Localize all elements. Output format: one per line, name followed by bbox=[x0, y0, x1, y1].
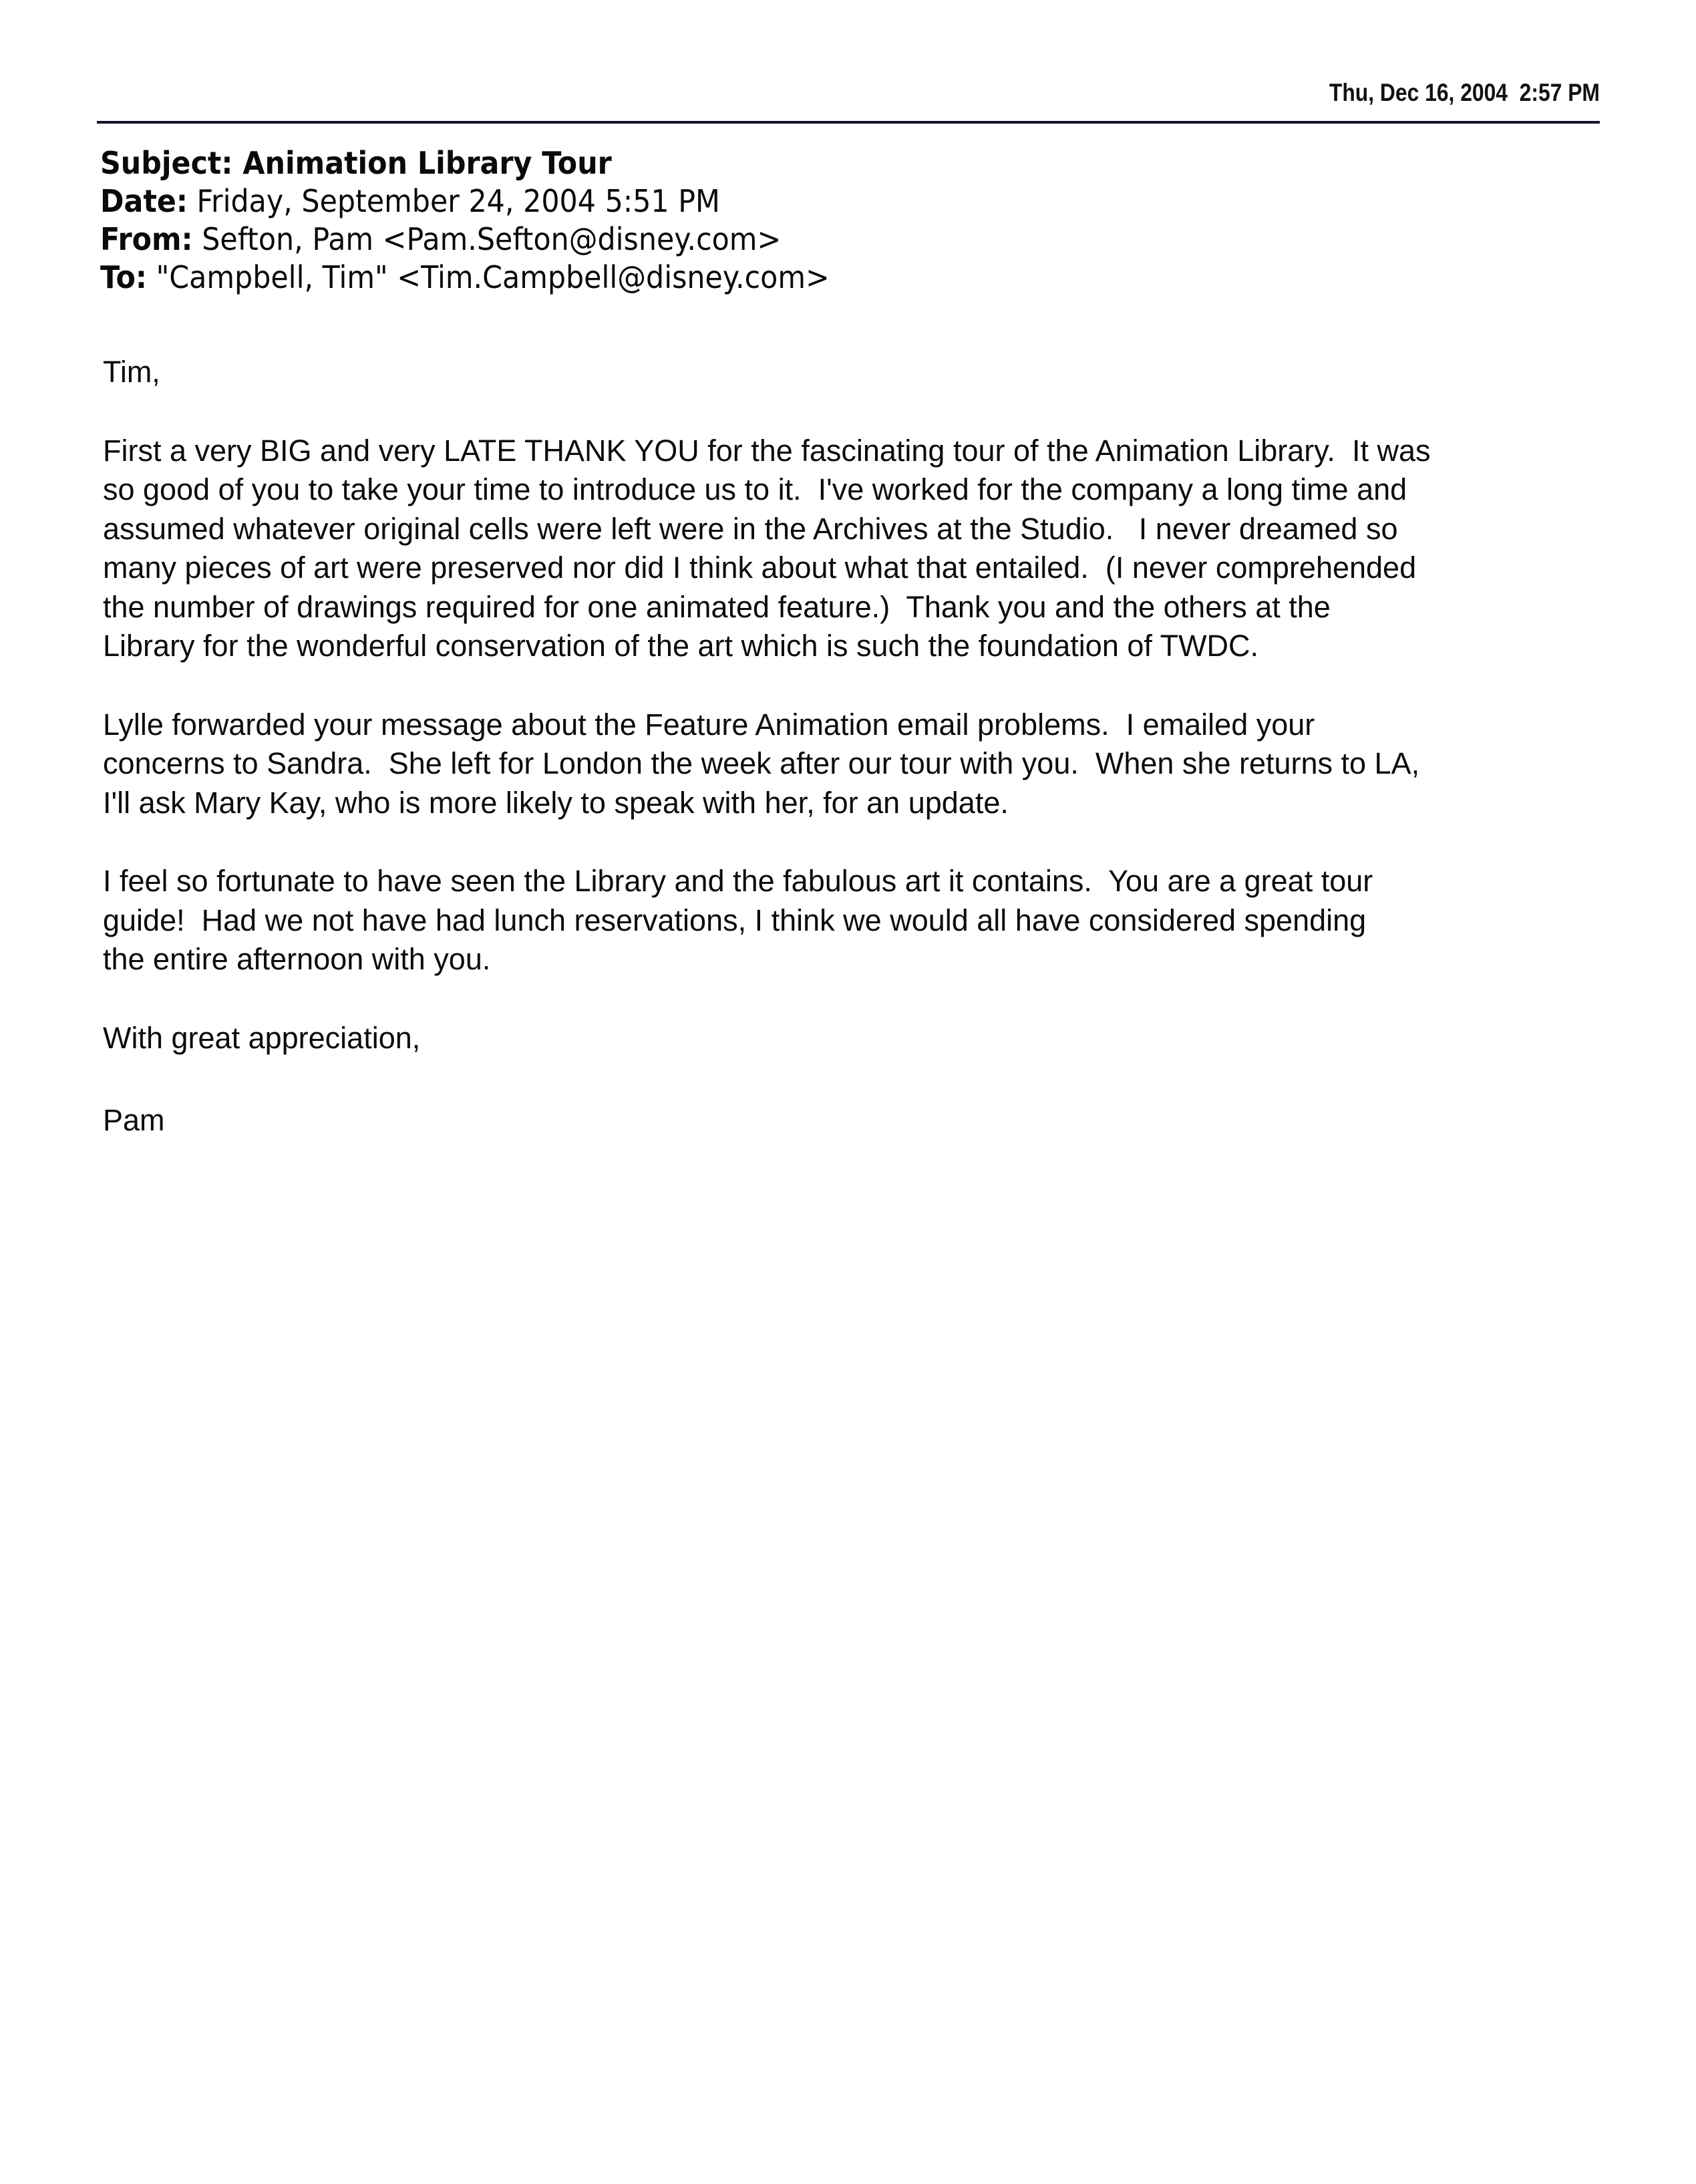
date-value: Friday, September 24, 2004 5:51 PM bbox=[196, 183, 720, 219]
greeting: Tim, bbox=[103, 355, 160, 389]
subject-value: Animation Library Tour bbox=[242, 145, 612, 181]
closing: With great appreciation, bbox=[103, 1020, 421, 1055]
print-timestamp: Thu, Dec 16, 2004 2:57 PM bbox=[1329, 79, 1600, 106]
date-row bbox=[100, 182, 830, 220]
from-value: Sefton, Pam <Pam.Sefton@disney.com> bbox=[202, 221, 782, 257]
from-label: From: bbox=[100, 221, 193, 257]
header-divider bbox=[97, 121, 1600, 124]
body-line: assumed whatever original cells were left were in the Archives at the Studio. I never dreamed so bbox=[103, 511, 1398, 546]
body-line: so good of you to take your time to introduce us to it. I've worked for the company a long time and bbox=[103, 472, 1407, 506]
body-line: many pieces of art were preserved nor did I think about what that entailed. (I never comprehended bbox=[103, 551, 1417, 585]
date-label: Date: bbox=[100, 183, 188, 219]
signature: Pam bbox=[103, 1103, 165, 1137]
body-line: Lylle forwarded your message about the Feature Animation email problems. I emailed your bbox=[103, 707, 1315, 742]
from-row bbox=[100, 220, 830, 259]
to-row bbox=[100, 259, 830, 297]
body-line: I'll ask Mary Kay, who is more likely to speak with her, for an update. bbox=[103, 785, 1009, 820]
email-headers bbox=[100, 144, 884, 297]
to-label: To: bbox=[100, 259, 148, 295]
body-line: First a very BIG and very LATE THANK YOU for the fascinating tour of the Animation Library. It was bbox=[103, 433, 1431, 468]
body-line: the number of drawings required for one animated feature.) Thank you and the others at the bbox=[103, 589, 1331, 624]
subject-label: Subject: bbox=[100, 145, 233, 181]
paragraph-thank-you bbox=[103, 432, 1613, 666]
paragraph-tour-guide bbox=[103, 862, 1613, 979]
to-value: "Campbell, Tim" <Tim.Campbell@disney.com> bbox=[156, 259, 830, 295]
body-line: the entire afternoon with you. bbox=[103, 942, 491, 976]
paragraph-email-problems bbox=[103, 706, 1613, 823]
email-body bbox=[103, 353, 1613, 1140]
subject-row bbox=[100, 144, 830, 182]
body-line: I feel so fortunate to have seen the Library and the fabulous art it contains. You are a great tour bbox=[103, 864, 1373, 898]
body-line: guide! Had we not have had lunch reservations, I think we would all have considered spending bbox=[103, 903, 1367, 937]
body-line: concerns to Sandra. She left for London the week after our tour with you. When she returns to LA, bbox=[103, 746, 1420, 780]
body-line: Library for the wonderful conservation of the art which is such the foundation of TWDC. bbox=[103, 629, 1259, 663]
